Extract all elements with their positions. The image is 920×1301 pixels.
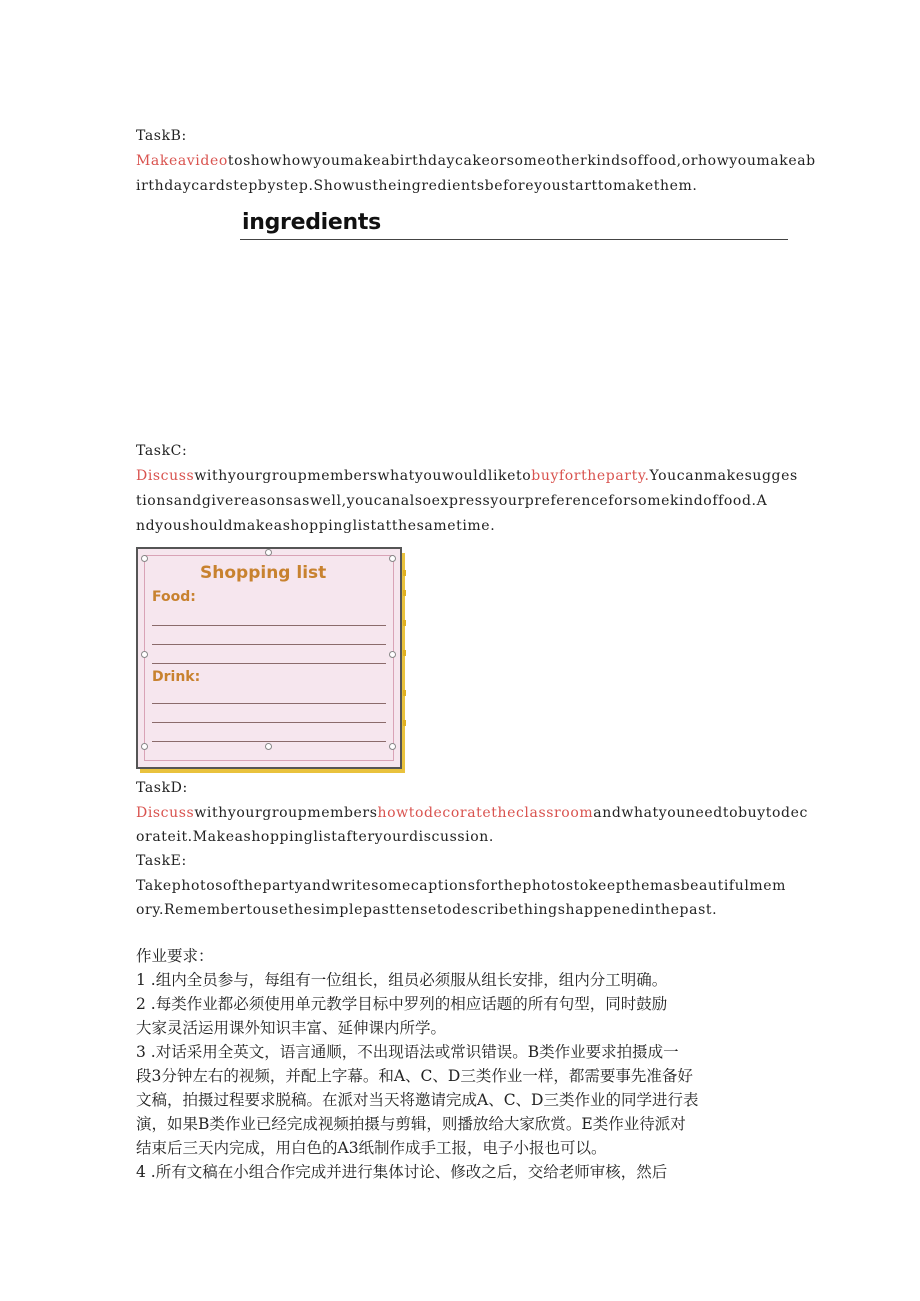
shopping-list-title: Shopping list bbox=[200, 563, 327, 583]
resize-handle[interactable] bbox=[141, 555, 148, 562]
task-d-line-2: orateit.Makeashoppinglistafteryourdiscussion. bbox=[136, 829, 494, 845]
requirement-line: 段3分钟左右的视频，并配上字幕。和A、C、D三类作业一样，都需要事先准备好 bbox=[136, 1067, 693, 1085]
requirement-line: 文稿，拍摄过程要求脱稿。在派对当天将邀请完成A、C、D三类作业的同学进行表 bbox=[136, 1091, 699, 1109]
card-edge-mark bbox=[403, 720, 406, 726]
task-b-highlight: Makeavideo bbox=[136, 153, 228, 169]
resize-handle[interactable] bbox=[265, 549, 272, 556]
requirement-line: 4 .所有文稿在小组合作完成并进行集体讨论、修改之后，交给老师审核，然后 bbox=[136, 1163, 668, 1181]
card-edge-mark bbox=[403, 690, 406, 696]
drink-label: Drink: bbox=[152, 669, 201, 685]
resize-handle[interactable] bbox=[265, 743, 272, 750]
requirement-line: 大家灵活运用课外知识丰富、延伸课内所学。 bbox=[136, 1019, 447, 1037]
task-d-line-1-mid: withyourgroupmembers bbox=[194, 805, 378, 821]
ingredients-heading: ingredients bbox=[242, 210, 381, 235]
task-c-line-3: ndyoushouldmakeashoppinglistatthesametime. bbox=[136, 518, 496, 534]
drink-line bbox=[152, 722, 386, 723]
task-c-title: TaskC: bbox=[136, 443, 188, 459]
card-edge-mark bbox=[403, 650, 406, 656]
requirement-line: 1 .组内全员参与，每组有一位组长，组员必须服从组长安排，组内分工明确。 bbox=[136, 971, 668, 989]
ingredients-rule bbox=[240, 239, 788, 240]
requirement-line: 结束后三天内完成，用白色的A3纸制作成手工报，电子小报也可以。 bbox=[136, 1139, 607, 1157]
drink-line bbox=[152, 703, 386, 704]
card-edge-mark bbox=[403, 590, 406, 596]
requirement-line: 3 .对话采用全英文，语言通顺，不出现语法或常识错误。B类作业要求拍摄成一 bbox=[136, 1043, 679, 1061]
task-e-line-1: Takephotosofthepartyandwritesomecaptionsforthephotostokeepthemasbeautifulmem bbox=[136, 878, 787, 894]
task-d-highlight-1: Discuss bbox=[136, 805, 195, 821]
requirement-line: 演，如果B类作业已经完成视频拍摄与剪辑，则播放给大家欣赏。E类作业待派对 bbox=[136, 1115, 686, 1133]
requirements-title: 作业要求： bbox=[136, 947, 214, 965]
task-e-line-2: ory.Remembertousethesimplepasttensetodescribethingshappenedinthepast. bbox=[136, 902, 718, 918]
task-d-title: TaskD: bbox=[136, 780, 188, 796]
card-edge-mark bbox=[403, 620, 406, 626]
task-c-line-1 bbox=[136, 466, 798, 486]
food-line bbox=[152, 644, 386, 645]
food-label: Food: bbox=[152, 589, 196, 605]
resize-handle[interactable] bbox=[141, 651, 148, 658]
task-b-line-2: irthdaycardstepbystep.Showustheingredientsbeforeyoustarttomakethem. bbox=[136, 178, 698, 194]
task-c-line-2: tionsandgivereasonsaswell,youcanalsoexpressyourpreferenceforsomekindoffood.A bbox=[136, 493, 768, 509]
requirement-line: 2 .每类作业都必须使用单元教学目标中罗列的相应话题的所有句型，同时鼓励 bbox=[136, 995, 668, 1013]
drink-line bbox=[152, 741, 386, 742]
task-d-line-1 bbox=[136, 803, 808, 823]
food-line bbox=[152, 625, 386, 626]
resize-handle[interactable] bbox=[389, 743, 396, 750]
food-line bbox=[152, 663, 386, 664]
shopping-list-border bbox=[144, 555, 394, 761]
task-c-line-1-mid: withyourgroupmemberswhatyouwouldliketo bbox=[194, 468, 532, 484]
task-e-title: TaskE: bbox=[136, 853, 187, 869]
resize-handle[interactable] bbox=[389, 555, 396, 562]
task-d-line-1-rest: andwhatyouneedtobuytodec bbox=[593, 805, 808, 821]
task-b-title: TaskB: bbox=[136, 128, 187, 144]
task-c-highlight-2: buyfortheparty. bbox=[531, 468, 650, 484]
task-c-highlight-1: Discuss bbox=[136, 468, 195, 484]
card-edge-mark bbox=[403, 570, 406, 576]
task-b-line-1 bbox=[136, 151, 816, 171]
task-b-line-1-text: toshowhowyoumakeabirthdaycakeorsomeotherkindsoffood,orhowyoumakeab bbox=[227, 153, 816, 169]
resize-handle[interactable] bbox=[141, 743, 148, 750]
task-d-highlight-2: howtodecoratetheclassroom bbox=[377, 805, 594, 821]
shopping-list-card bbox=[136, 547, 402, 769]
task-c-line-1-rest: Youcanmakesugges bbox=[649, 468, 798, 484]
resize-handle[interactable] bbox=[389, 651, 396, 658]
